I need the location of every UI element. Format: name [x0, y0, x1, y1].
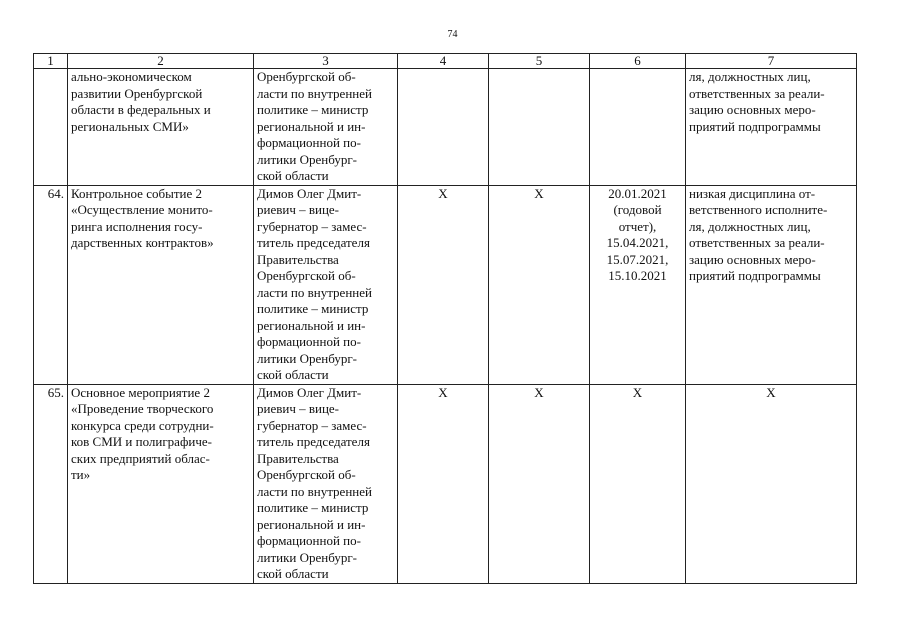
- header-cell: 5: [489, 54, 590, 69]
- responsible: Оренбургской об- ласти по внутренней политике – министр региональной и ин- формационной по- литики Оренбург- ской области: [254, 69, 398, 186]
- col4-value: X: [398, 384, 489, 583]
- col5-value: X: [489, 384, 590, 583]
- col4-value: [398, 69, 489, 186]
- table-row: [34, 185, 857, 384]
- row-number: 64.: [34, 185, 68, 384]
- header-cell: 7: [686, 54, 857, 69]
- deadline: 20.01.2021 (годовой отчет), 15.04.2021, 15.07.2021, 15.10.2021: [590, 185, 686, 384]
- event-name: Контрольное событие 2 «Осуществление монито- ринга исполнения госу- дарственных контрактов»: [68, 185, 254, 384]
- row-number: 65.: [34, 384, 68, 583]
- col7-value: X: [686, 384, 857, 583]
- header-cell: 4: [398, 54, 489, 69]
- table-row: [34, 384, 857, 583]
- header-cell: 2: [68, 54, 254, 69]
- col6-value: X: [590, 384, 686, 583]
- responsible: Димов Олег Дмит- риевич – вице- губернатор – замес- титель председателя Правительства Оренбургской об- ласти по внутренней политике – министр региональной и ин- формационной по- литики Оренбург- ской области: [254, 185, 398, 384]
- risks: ля, должностных лиц, ответственных за реали- зацию основных меро- приятий подпрограммы: [686, 69, 857, 186]
- event-name: ально-экономическом развитии Оренбургской области в федеральных и региональных СМИ»: [68, 69, 254, 186]
- col5-value: X: [489, 185, 590, 384]
- plan-table: [33, 53, 857, 584]
- col5-value: [489, 69, 590, 186]
- header-row: [34, 54, 857, 69]
- row-number: [34, 69, 68, 186]
- header-cell: 6: [590, 54, 686, 69]
- header-cell: 3: [254, 54, 398, 69]
- header-cell: 1: [34, 54, 68, 69]
- deadline: [590, 69, 686, 186]
- col4-value: X: [398, 185, 489, 384]
- risks: низкая дисциплина от- ветственного исполните- ля, должностных лиц, ответственных за реали- зацию основных меро- приятий подпрограммы: [686, 185, 857, 384]
- responsible: Димов Олег Дмит- риевич – вице- губернатор – замес- титель председателя Правительства Оренбургской об- ласти по внутренней политике – министр региональной и ин- формационной по- литики Оренбург- ской области: [254, 384, 398, 583]
- table-row: [34, 69, 857, 186]
- event-name: Основное мероприятие 2 «Проведение творческого конкурса среди сотрудни- ков СМИ и полиграфиче- ских предприятий облас- ти»: [68, 384, 254, 583]
- page-number: 74: [447, 29, 458, 40]
